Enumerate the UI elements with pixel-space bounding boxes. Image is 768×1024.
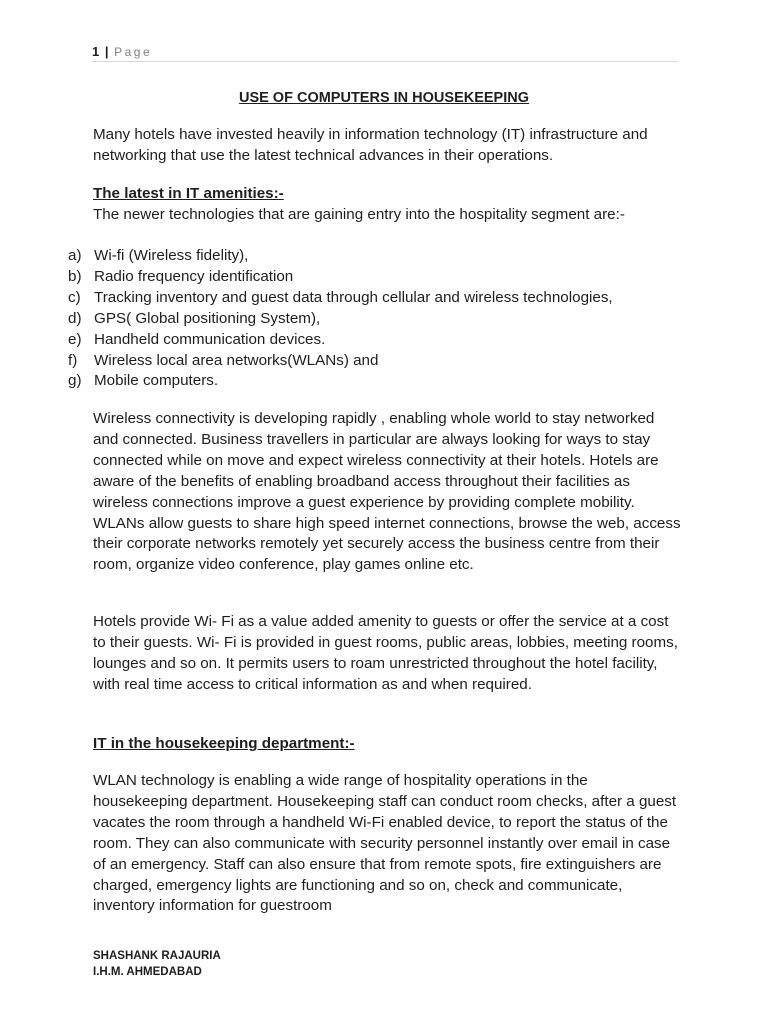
wireless-paragraph: Wireless connectivity is developing rapidly , enabling whole world to stay networked and connected. Business travellers in particular are always looking for ways to stay connected while on move and expect wireless connectivity at their hotels. Hotels are aware of the benefits of enabling broadband access throughout their facilities as wireless connections improve a guest experience by providing complete mobility. WLANs allow guests to share high speed internet connections, browse the web, access their corporate networks remotely yet securely access the business centre from their room, organize video conference, play games online etc.	[93, 410, 681, 574]
list-marker: d)	[68, 309, 82, 327]
list-item	[68, 246, 688, 267]
list-item	[68, 288, 688, 309]
list-marker: c)	[68, 288, 81, 306]
list-marker: a)	[68, 247, 82, 264]
list-item	[68, 267, 688, 288]
page-header	[92, 44, 678, 62]
intro-paragraph: Many hotels have invested heavily in information technology (IT) infrastructure and networking that use the latest technical advances in their operations.	[93, 126, 648, 164]
amenities-list	[68, 246, 688, 392]
housekeeping-paragraph: WLAN technology is enabling a wide range of hospitality operations in the housekeeping department. Housekeeping staff can conduct room checks, after a guest vacates the room through a handheld Wi-Fi enabled device, to report the status of the room. They can also communicate with security personnel instantly over email in case of an emergency. Staff can also ensure that from remote spots, fire extinguishers are charged, emergency lights are functioning and so on, check and communicate, inventory information for guestroom	[93, 772, 677, 915]
page-footer	[93, 948, 221, 980]
page-label: Page	[114, 45, 153, 59]
list-marker: b)	[68, 267, 82, 285]
list-item-text: Mobile computers.	[94, 372, 219, 390]
list-item-text: GPS( Global positioning System),	[94, 309, 321, 327]
footer-author: SHASHANK RAJAURIA	[93, 950, 221, 962]
list-item-text: Wireless local area networks(WLANs) and	[94, 351, 379, 369]
list-item-text: Wi-fi (Wireless fidelity),	[94, 247, 249, 264]
list-item-text: Radio frequency identification	[94, 267, 294, 285]
list-item	[68, 351, 688, 372]
list-item	[68, 371, 688, 392]
footer-institute: I.H.M. AHMEDABAD	[93, 966, 202, 978]
page-number: 1	[92, 44, 100, 59]
list-item-text: Tracking inventory and guest data through cellular and wireless technologies,	[94, 288, 613, 306]
header-separator: |	[104, 44, 109, 59]
list-item	[68, 309, 688, 330]
wifi-paragraph: Hotels provide Wi- Fi as a value added amenity to guests or offer the service at a cost to their guests. Wi- Fi is provided in guest rooms, public areas, lobbies, meeting rooms, lounges and so on. It permits users to roam unrestricted throughout the hotel facility, with real time access to critical information as and when required.	[93, 613, 678, 693]
list-marker: e)	[68, 330, 82, 348]
section-amenities	[93, 184, 683, 226]
section-heading-amenities: The latest in IT amenities:-	[93, 185, 284, 202]
amenities-lead: The newer technologies that are gaining entry into the hospitality segment are:-	[93, 205, 625, 223]
section-heading-housekeeping: IT in the housekeeping department:-	[93, 735, 355, 752]
list-item	[68, 330, 688, 351]
list-marker: g)	[68, 372, 82, 390]
list-marker: f)	[68, 351, 78, 369]
list-item-text: Handheld communication devices.	[94, 330, 326, 348]
document-title: USE OF COMPUTERS IN HOUSEKEEPING	[238, 90, 530, 106]
